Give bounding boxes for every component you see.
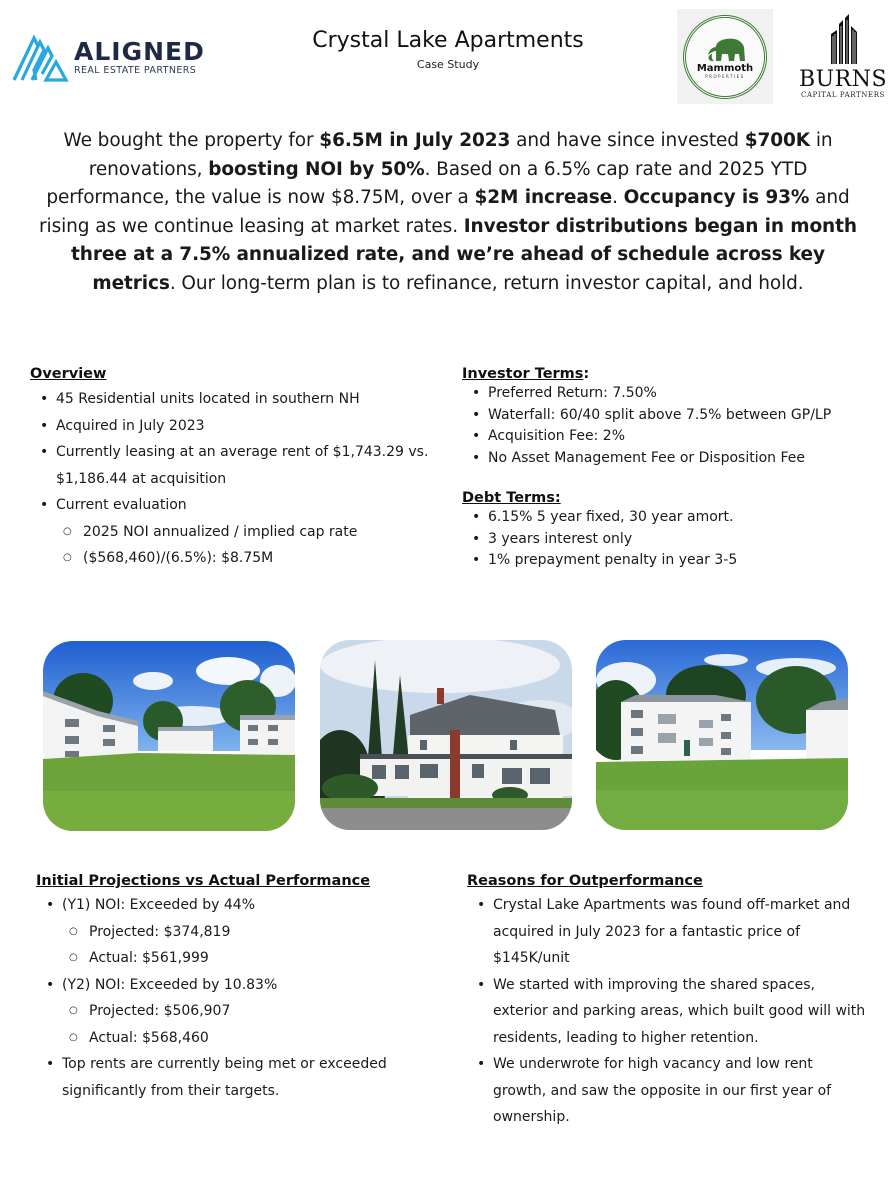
list-item: • (Y1) NOI: Exceeded by 44%: [36, 892, 456, 919]
sub-list-item: ○ Projected: $374,819: [36, 919, 456, 946]
reasons-heading: Reasons for Outperformance: [467, 873, 703, 889]
overview-list: [30, 386, 450, 572]
mammoth-icon: [702, 35, 748, 65]
mammoth-name: Mammoth: [696, 62, 754, 74]
summary-segment: . Our long-term plan is to refinance, return investor capital, and hold.: [169, 272, 804, 294]
reasons-list: [467, 892, 867, 1131]
list-item: • 45 Residential units located in southern NH: [30, 386, 450, 413]
aligned-name: ALIGNED: [74, 37, 205, 66]
sub-list-item: ○ 2025 NOI annualized / implied cap rate: [30, 519, 450, 546]
sub-list-item: ○ Projected: $506,907: [36, 998, 456, 1025]
aligned-logo: [12, 32, 222, 84]
projections-list: [36, 892, 456, 1104]
investor-terms-heading: Investor Terms:: [462, 366, 590, 382]
list-item: • Preferred Return: 7.50%: [462, 383, 882, 405]
title-block: [290, 27, 606, 71]
photo-main-house: [320, 640, 572, 830]
list-item: • We underwrote for high vacancy and low rent growth, and saw the opposite in our first year of ownership.: [467, 1051, 867, 1131]
reasons-section: [467, 873, 867, 1131]
summary-highlight: $700K: [744, 130, 811, 151]
list-item: • 1% prepayment penalty in year 3-5: [462, 550, 882, 572]
overview-heading: Overview: [30, 366, 107, 382]
photo-apartment-buildings: [43, 641, 295, 831]
list-item: • Current evaluation: [30, 492, 450, 519]
skyscraper-icon: [823, 12, 863, 64]
page-title: Crystal Lake Apartments: [312, 28, 584, 53]
summary-segment: We bought the property for: [63, 130, 320, 151]
list-item: • 3 years interest only: [462, 529, 882, 551]
list-item: • Acquired in July 2023: [30, 413, 450, 440]
summary-segment: in renovations,: [88, 130, 833, 180]
page-subtitle: Case Study: [416, 58, 480, 71]
summary-segment: and rising as we continue leasing at market rates.: [39, 187, 850, 237]
burns-tagline: CAPITAL PARTNERS: [801, 91, 885, 99]
debt-terms-heading: Debt Terms:: [462, 490, 561, 506]
projections-section: [36, 873, 456, 1104]
burns-name: BURNS: [798, 67, 888, 92]
list-item: • Crystal Lake Apartments was found off-market and acquired in July 2023 for a fantastic price of $145K/unit: [467, 892, 867, 972]
list-item: • Waterfall: 60/40 split above 7.5% between GP/LP: [462, 405, 882, 427]
summary-highlight: Occupancy is 93%: [623, 187, 810, 208]
sub-list-item: ○ ($568,460)/(6.5%): $8.75M: [30, 545, 450, 572]
list-item: • (Y2) NOI: Exceeded by 10.83%: [36, 972, 456, 999]
overview-section: [30, 366, 450, 572]
burns-logo: [796, 12, 890, 102]
summary-highlight: boosting NOI by 50%: [208, 158, 425, 180]
summary-paragraph: [36, 127, 860, 298]
list-item: • Currently leasing at an average rent of $1,743.29 vs. $1,186.44 at acquisition: [30, 439, 450, 492]
summary-segment: .: [612, 187, 624, 208]
list-item: • We started with improving the shared spaces, exterior and parking areas, which built good will with residents, leading to higher retention.: [467, 972, 867, 1052]
debt-terms-list: [462, 507, 882, 572]
projections-heading: Initial Projections vs Actual Performance: [36, 873, 371, 889]
summary-highlight: $2M increase: [474, 187, 613, 208]
sub-list-item: ○ Actual: $568,460: [36, 1025, 456, 1052]
list-item: • 6.15% 5 year fixed, 30 year amort.: [462, 507, 882, 529]
mammoth-logo: [677, 9, 773, 104]
mammoth-tagline: PROPERTIES: [705, 73, 745, 79]
summary-highlight: Investor distributions began in month three at a 7.5% annualized rate, and we’re ahead of schedule across key metrics: [71, 215, 857, 294]
header: [0, 0, 896, 110]
list-item: • Acquisition Fee: 2%: [462, 426, 882, 448]
aligned-mountain-icon: [12, 34, 70, 82]
summary-highlight: $6.5M in July 2023: [319, 130, 511, 151]
summary-segment: and have since invested: [510, 130, 745, 151]
aligned-tagline: REAL ESTATE PARTNERS: [74, 65, 197, 76]
summary-segment: . Based on a 6.5% cap rate and 2025 YTD performance, the value is now $8.75M, over a: [46, 158, 808, 208]
sub-list-item: ○ Actual: $561,999: [36, 945, 456, 972]
investor-terms-list: [462, 383, 882, 469]
list-item: • Top rents are currently being met or exceeded significantly from their targets.: [36, 1051, 456, 1104]
photo-gallery: [0, 640, 896, 830]
terms-section: [462, 366, 882, 572]
list-item: • No Asset Management Fee or Disposition Fee: [462, 448, 882, 470]
photo-apartment-building-front: [596, 640, 848, 830]
